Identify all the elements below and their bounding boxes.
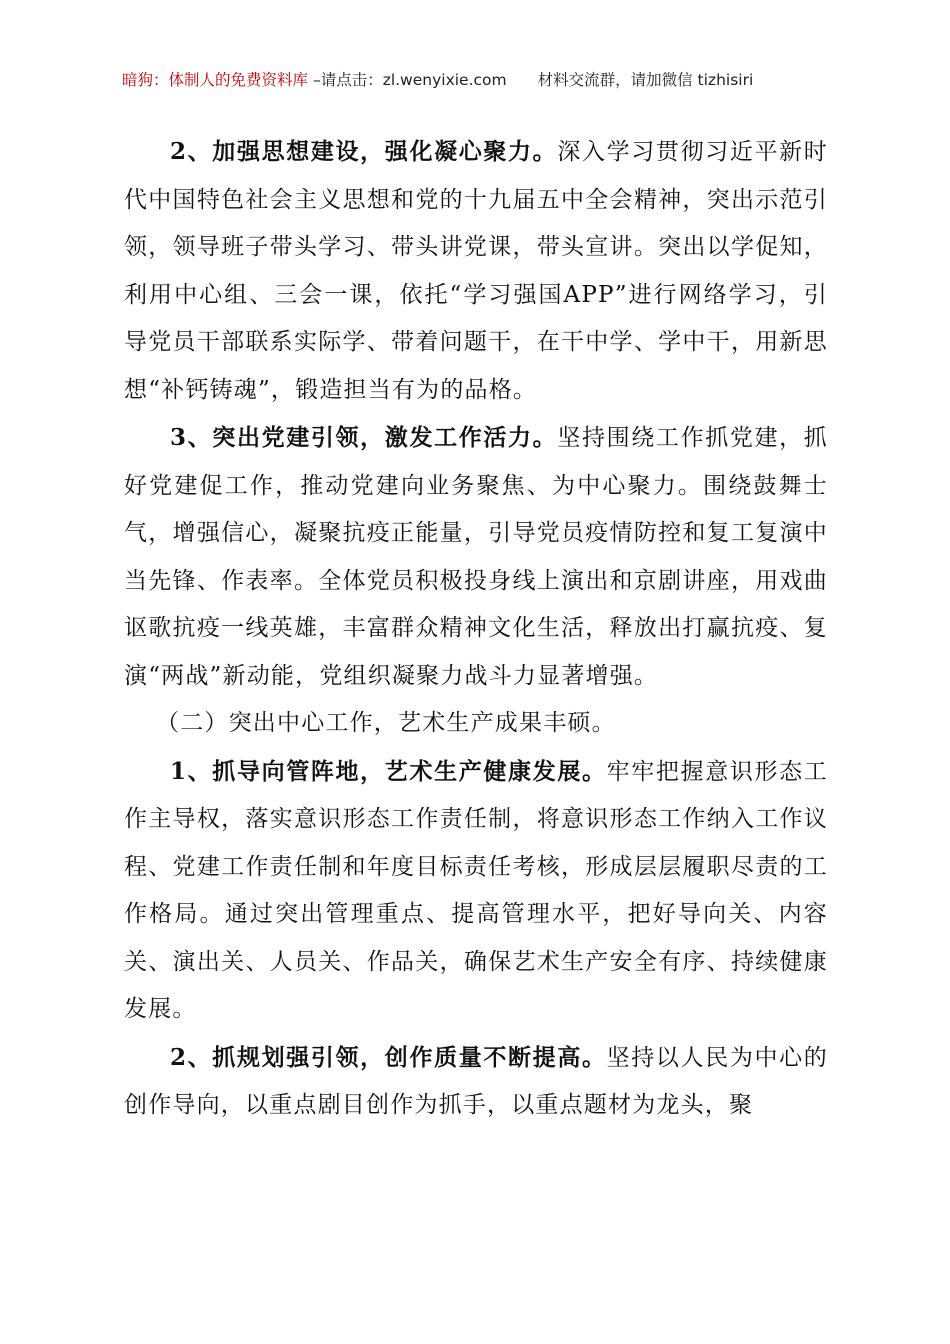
section-heading-text: （二）突出中心工作，艺术生产成果丰硕。: [156, 710, 616, 736]
paragraph-4-text: 坚持以人民为中心的创作导向，以重点剧目创作为抓手，以重点题材为龙头，聚: [124, 1044, 828, 1118]
paragraph-4-heading: 2、抓规划强引领，创作质量不断提高。: [170, 1043, 607, 1071]
paragraph-3: [124, 748, 828, 1034]
section-heading: [124, 700, 828, 748]
paragraph-2-heading: 3、突出党建引领，激发工作活力。: [170, 424, 558, 451]
document-body: [124, 128, 828, 1130]
header-site-name: 暗狗：体制人的免费资料库: [122, 71, 309, 89]
paragraph-2: [124, 414, 828, 700]
paragraph-3-text: 牢牢把握意识形态工作主导权，落实意识形态工作责任制，将意识形态工作纳入工作议程、党建工作责任制和年度目标责任考核，形成层层履职尽责的工作格局。通过突出管理重点、提高管理水平，把好导向关、内容关、演出关、人员关、作品关，确保艺术生产安全有序、持续健康发展。: [124, 758, 828, 1022]
paragraph-2-text: 坚持围绕工作抓党建，抓好党建促工作，推动党建向业务聚焦、为中心聚力。围绕鼓舞士气，增强信心，凝聚抗疫正能量，引导党员疫情防控和复工复演中当先锋、作表率。全体党员积极投身线上演出和京剧讲座，用戏曲讴歌抗疫一线英雄，丰富群众精神文化生活，释放出打赢抗疫、复演“两战”新动能，党组织凝聚力战斗力显著增强。: [124, 425, 828, 689]
paragraph-1-text: 深入学习贯彻习近平新时代中国特色社会主义思想和党的十九届五中全会精神，突出示范引领，领导班子带头学习、带头讲党课，带头宣讲。突出以学促知，利用中心组、三会一课，依托“学习强国APP”进行网络学习，引导党员干部联系实际学、带着问题干，在干中学、学中干，用新思想“补钙铸魂”，锻造担当有为的品格。: [124, 139, 828, 403]
page-header: [122, 66, 836, 94]
header-contact: –请点击：zl.wenyixie.com 材料交流群，请加微信 tizhisiri: [308, 71, 754, 89]
paragraph-3-heading: 1、抓导向管阵地，艺术生产健康发展。: [170, 757, 607, 785]
paragraph-4: [124, 1034, 828, 1130]
paragraph-1-heading: 2、加强思想建设，强化凝心聚力。: [170, 138, 558, 165]
paragraph-1: [124, 128, 828, 414]
